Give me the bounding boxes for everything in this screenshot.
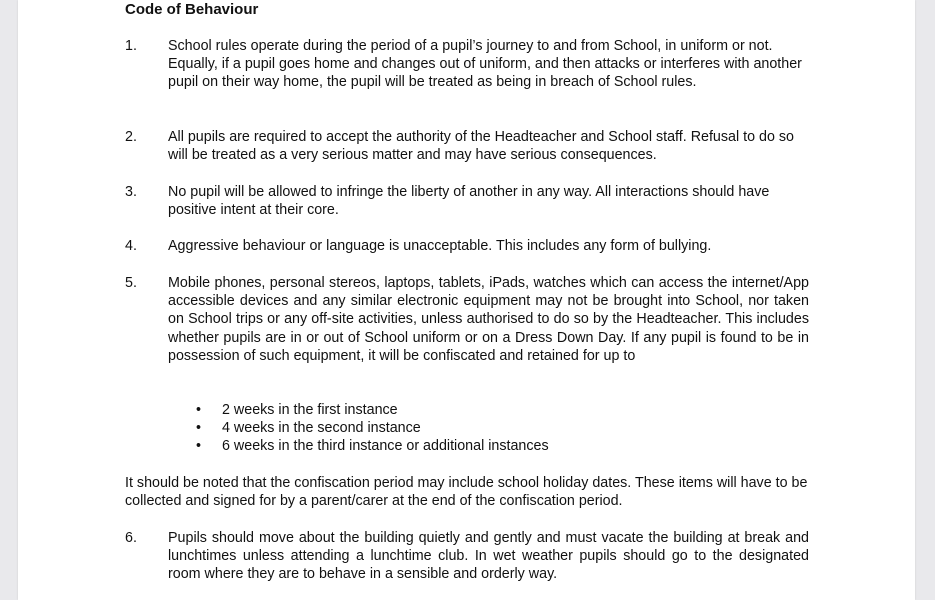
rule-text: All pupils are required to accept the authority of the Headteacher and School staff. Refusal to do so will be treated as a very serious matter and may have serious consequences. [168, 129, 795, 164]
bullet-dot: • [196, 420, 202, 436]
bullet-dot: • [196, 402, 202, 418]
rule-number: 4. [125, 238, 137, 254]
rule-number: 6. [125, 530, 137, 546]
rule-text: Pupils should move about the building quietly and gently and must vacate the building at break and lunchtimes unless attending a lunchtime club. In wet weather pupils should go to the designated room where they are to behave in a sensible and orderly way. [168, 530, 809, 583]
rule-text: School rules operate during the period of a pupil’s journey to and from School, in uniform or not. Equally, if a pupil goes home and changes out of uniform, and then attacks or interferes with another pupil on their way home, the pupil will be treated as being in breach of School rules. [168, 38, 802, 91]
bullet-dot: • [196, 438, 202, 454]
bullet-text: 4 weeks in the second instance [222, 420, 421, 436]
bullet-text: 2 weeks in the first instance [222, 402, 398, 418]
rule-number: 5. [125, 275, 137, 291]
document-title: Code of Behaviour [125, 1, 259, 18]
bullet-text: 6 weeks in the third instance or additional instances [222, 438, 549, 454]
rule-text: Aggressive behaviour or language is unacceptable. This includes any form of bullying. [168, 238, 712, 254]
rule-text: No pupil will be allowed to infringe the liberty of another in any way. All interactions should have positive intent at their core. [168, 184, 770, 219]
rule-number: 2. [125, 129, 137, 145]
rule-number: 3. [125, 184, 137, 200]
rule-number: 1. [125, 38, 137, 54]
confiscation-note: It should be noted that the confiscation period may include school holiday dates. These items will have to be collected and signed for by a parent/carer at the end of the confiscation period. [125, 475, 808, 510]
rule-text: Mobile phones, personal stereos, laptops, tablets, iPads, watches which can access the internet/App accessible devices and any similar electronic equipment may not be brought into School, nor taken on School trips or any off-site activities, unless authorised to do so by the Headteacher. This includes whether pupils are in or out of School uniform or on a Dress Down Day. If any pupil is found to be in possession of such equipment, it will be confiscated and retained for up to [168, 275, 809, 364]
document-page [18, 0, 915, 600]
